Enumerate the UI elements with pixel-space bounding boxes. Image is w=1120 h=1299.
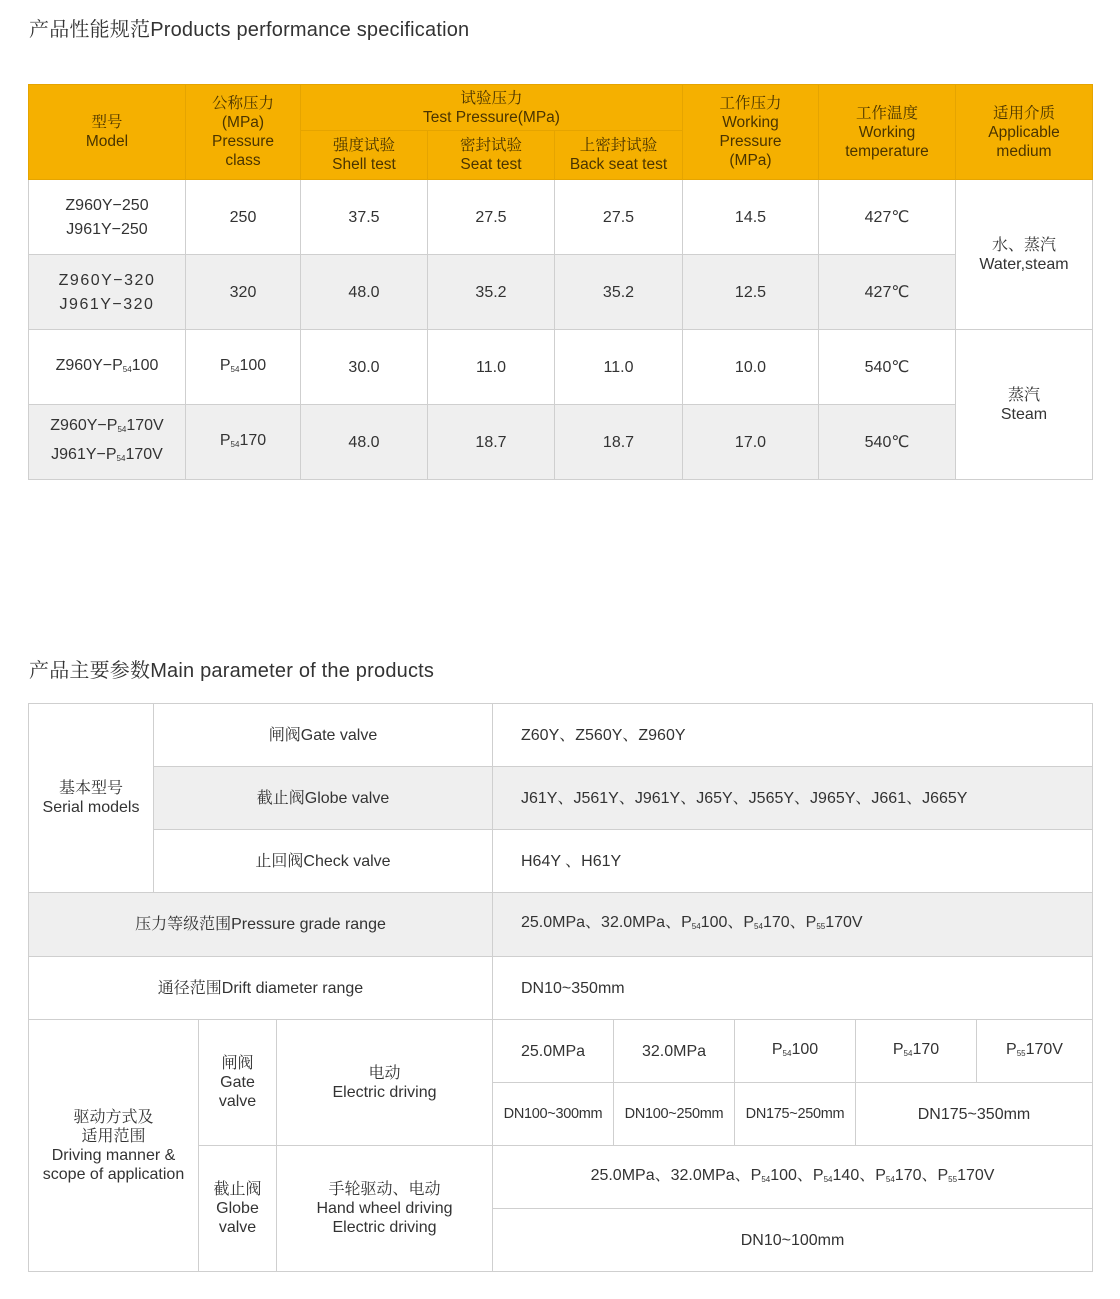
seat-test-cell: 11.0: [428, 330, 555, 405]
table-row: [29, 1020, 1093, 1083]
header-working-temperature: 工作温度 Working temperature: [819, 85, 956, 180]
globe-valve-label: 截止阀Globe valve: [154, 767, 493, 830]
back-seat-test-cell: 18.7: [555, 405, 683, 480]
table-row: [29, 405, 1093, 480]
shell-test-cell: 37.5: [301, 180, 428, 255]
gate-diameter-cell: DN100~250mm: [614, 1083, 735, 1146]
header-pressure-class: 公称压力 (MPa) Pressure class: [186, 85, 301, 180]
working-temperature-cell: 427℃: [819, 180, 956, 255]
check-valve-label: 止回阀Check valve: [154, 830, 493, 893]
back-seat-test-cell: 11.0: [555, 330, 683, 405]
gate-diameter-cell: DN100~300mm: [493, 1083, 614, 1146]
model-cell: Z960Y−320 J961Y−320: [29, 255, 186, 330]
parameter-section-title: 产品主要参数Main parameter of the products: [29, 660, 435, 682]
gate-pressure-cell: $P_{54}170$: [856, 1020, 977, 1083]
table-row: [29, 330, 1093, 405]
working-pressure-cell: 12.5: [683, 255, 819, 330]
seat-test-cell: 35.2: [428, 255, 555, 330]
pressure-grade-label: 压力等级范围Pressure grade range: [29, 893, 493, 957]
header-shell-test: 强度试验 Shell test: [301, 131, 428, 180]
gate-valve-models: Z60Y、Z560Y、Z960Y: [493, 704, 1093, 767]
table-row: [29, 255, 1093, 330]
gate-valve-label: 闸阀Gate valve: [154, 704, 493, 767]
working-temperature-cell: 540℃: [819, 405, 956, 480]
spec-section-title: 产品性能规范Products performance specification: [29, 19, 470, 41]
working-pressure-cell: 10.0: [683, 330, 819, 405]
gate-pressure-cell: 32.0MPa: [614, 1020, 735, 1083]
table-row: [29, 180, 1093, 255]
gate-valve-drive-type: 闸阀 Gate valve: [199, 1020, 277, 1146]
model-cell: $Z960Y-P_{54}170V$ $J961Y-P_{54}170V$: [29, 405, 186, 480]
header-test-pressure: 试验压力 Test Pressure(MPa): [301, 85, 683, 131]
pressure-class-cell: 250: [186, 180, 301, 255]
medium-cell-water-steam: 水、蒸汽 Water,steam: [956, 180, 1093, 330]
header-seat-test: 密封试验 Seat test: [428, 131, 555, 180]
header-applicable-medium: 适用介质 Applicable medium: [956, 85, 1093, 180]
check-valve-models: H64Y 、H61Y: [493, 830, 1093, 893]
model-cell: Z960Y−250 J961Y−250: [29, 180, 186, 255]
working-pressure-cell: 17.0: [683, 405, 819, 480]
gate-valve-drive: 电动 Electric driving: [277, 1020, 493, 1146]
drift-diameter-value: DN10~350mm: [493, 957, 1093, 1020]
working-temperature-cell: 540℃: [819, 330, 956, 405]
header-working-pressure: 工作压力 Working Pressure (MPa): [683, 85, 819, 180]
globe-diameter-range: DN10~100mm: [493, 1209, 1093, 1272]
table-row: [29, 893, 1093, 957]
globe-pressure-range: 25.0MPa、32.0MPa、$P_{54}100$、$P_{54}140$、$P_{54}170$、$P_{55}170V$: [493, 1146, 1093, 1209]
pressure-class-cell: 320: [186, 255, 301, 330]
globe-valve-drive-type: 截止阀 Globe valve: [199, 1146, 277, 1272]
globe-valve-drive: 手轮驱动、电动 Hand wheel driving Electric driving: [277, 1146, 493, 1272]
back-seat-test-cell: 27.5: [555, 180, 683, 255]
header-model: 型号 Model: [29, 85, 186, 180]
driving-manner-label: 驱动方式及 适用范围 Driving manner & scope of application: [29, 1020, 199, 1272]
globe-valve-models: J61Y、J561Y、J961Y、J65Y、J565Y、J965Y、J661、J665Y: [493, 767, 1093, 830]
gate-pressure-cell: $P_{55}170V$: [977, 1020, 1093, 1083]
working-pressure-cell: 14.5: [683, 180, 819, 255]
table-row: [29, 767, 1093, 830]
pressure-class-cell: $P_{54}100$: [186, 330, 301, 405]
header-back-seat-test: 上密封试验 Back seat test: [555, 131, 683, 180]
pressure-class-cell: $P_{54}170$: [186, 405, 301, 480]
working-temperature-cell: 427℃: [819, 255, 956, 330]
seat-test-cell: 27.5: [428, 180, 555, 255]
main-parameter-table: [28, 703, 1093, 1272]
shell-test-cell: 48.0: [301, 405, 428, 480]
gate-pressure-cell: 25.0MPa: [493, 1020, 614, 1083]
model-cell: $Z960Y-P_{54}100$: [29, 330, 186, 405]
table-row: [29, 830, 1093, 893]
shell-test-cell: 48.0: [301, 255, 428, 330]
seat-test-cell: 18.7: [428, 405, 555, 480]
gate-pressure-cell: $P_{54}100$: [735, 1020, 856, 1083]
table-row: [29, 957, 1093, 1020]
drift-diameter-label: 通径范围Drift diameter range: [29, 957, 493, 1020]
shell-test-cell: 30.0: [301, 330, 428, 405]
serial-models-label: 基本型号 Serial models: [29, 704, 154, 893]
performance-spec-table: [28, 84, 1093, 480]
gate-diameter-cell: DN175~350mm: [856, 1083, 1093, 1146]
table-row: [29, 704, 1093, 767]
pressure-grade-value: 25.0MPa、32.0MPa、$P_{54}100$、$P_{54}170$、$P_{55}170V$: [493, 893, 1093, 957]
gate-diameter-cell: DN175~250mm: [735, 1083, 856, 1146]
back-seat-test-cell: 35.2: [555, 255, 683, 330]
medium-cell-steam: 蒸汽 Steam: [956, 330, 1093, 480]
